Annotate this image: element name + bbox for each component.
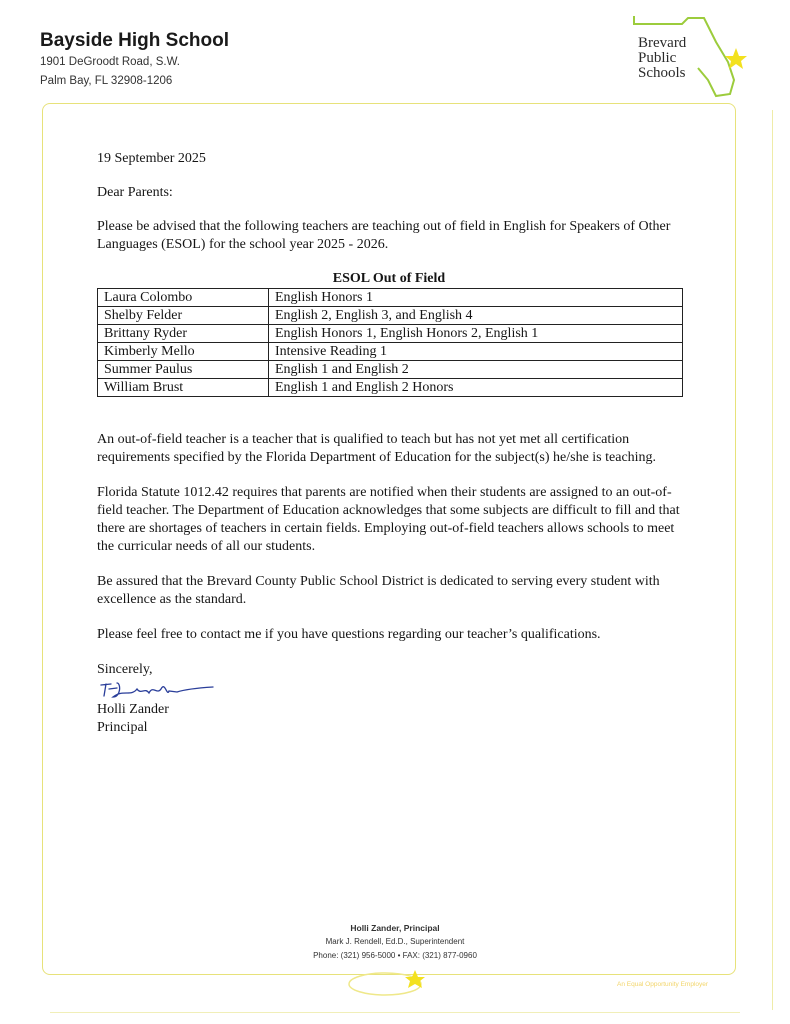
letter-body [97,150,687,737]
table-title: ESOL Out of Field [332,271,446,286]
courses-cell: English Honors 1, English Honors 2, English 1 [269,325,683,343]
paragraph-contact: Please feel free to contact me if you have questions regarding our teacher’s qualifications. [97,627,601,642]
signature [97,679,217,701]
footer-principal: Holli Zander, Principal [350,923,440,933]
teacher-cell: Summer Paulus [98,361,269,379]
bottom-edge-shadow [50,1012,740,1013]
logo-line-1: Brevard [638,35,687,51]
teacher-cell: Shelby Felder [98,307,269,325]
logo-line-3: Schools [638,65,686,81]
footer-swoosh-star-icon [345,966,435,998]
signer-name: Holli Zander [97,702,169,717]
teacher-cell: William Brust [98,379,269,397]
table-row [98,307,683,325]
equal-opportunity-employer: An Equal Opportunity Employer [617,981,709,988]
logo-text [638,36,686,81]
courses-cell: English Honors 1 [269,289,683,307]
table-row [98,325,683,343]
logo-line-2: Public [638,50,677,66]
paragraph-florida-statute: Florida Statute 1012.42 requires that parents are notified when their students are assigned to an out-of-field teacher. The Department of Education acknowledges that some subjects are difficult to fill and that there are shortages of teachers in certain fields. Employing out-of-field teachers allows schools to meet the curricular needs of all our students. [97,485,680,554]
table-row [98,379,683,397]
paragraph-out-of-field-definition: An out-of-field teacher is a teacher that is qualified to teach but has not yet met all certification requirements specified by the Florida Department of Education for the subject(s) he/she is teaching. [97,432,657,465]
courses-cell: Intensive Reading 1 [269,343,683,361]
address-line-2: Palm Bay, FL 32908-1206 [40,75,173,87]
letter-date: 19 September 2025 [97,151,206,166]
footer-superintendent: Mark J. Rendell, Ed.D., Superintendent [325,937,465,946]
greeting: Dear Parents: [97,185,173,200]
school-name: Bayside High School [40,30,229,51]
brevard-logo [612,10,762,102]
closing: Sincerely, [97,662,153,677]
courses-cell: English 1 and English 2 [269,361,683,379]
table-row [98,289,683,307]
table-row [98,361,683,379]
paragraph-district-commitment: Be assured that the Brevard County Public School District is dedicated to serving every student with excellence as the standard. [97,574,660,607]
teacher-cell: Laura Colombo [98,289,269,307]
teacher-cell: Brittany Ryder [98,325,269,343]
table-row [98,343,683,361]
footer-contact: Phone: (321) 956-5000 • FAX: (321) 877-0960 [313,951,477,960]
courses-cell: English 2, English 3, and English 4 [269,307,683,325]
address-line-1: 1901 DeGroodt Road, S.W. [40,56,180,68]
teacher-cell: Kimberly Mello [98,343,269,361]
intro-paragraph: Please be advised that the following teachers are teaching out of field in English for Speakers of Other Languages (ESOL) for the school year 2025 - 2026. [97,219,671,252]
esol-table [97,288,683,397]
edge-shadow [772,110,773,1010]
courses-cell: English 1 and English 2 Honors [269,379,683,397]
signer-title: Principal [97,720,148,735]
